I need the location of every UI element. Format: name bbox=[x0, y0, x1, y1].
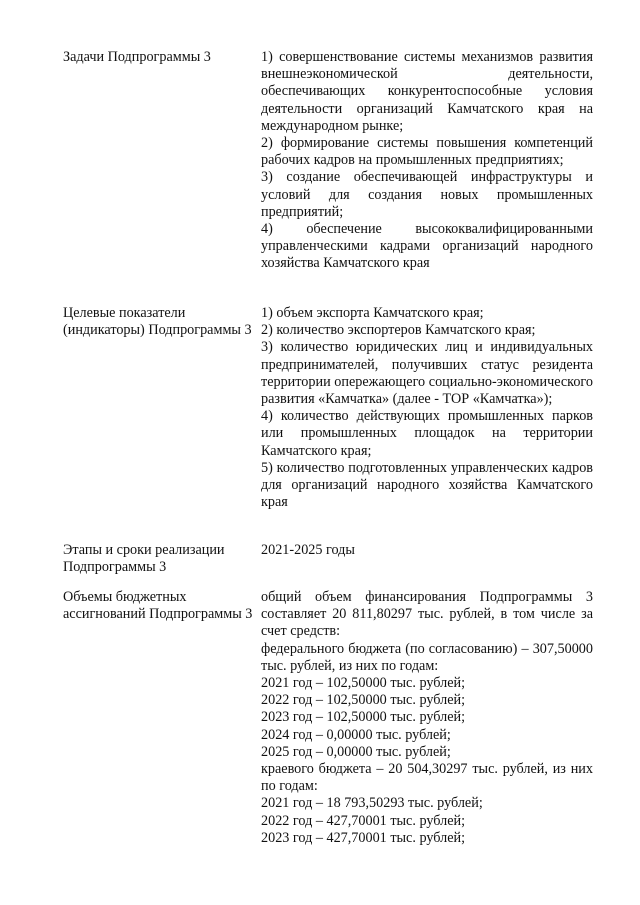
paragraph: федерального бюджета (по согласованию) – 307,50000 тыс. рублей, из них по годам: bbox=[261, 640, 593, 674]
row-content bbox=[261, 542, 593, 559]
paragraph: 3) количество юридических лиц и индивидуальных предпринимателей, получивших статус резидента территории опережающего социально-экономического развития «Камчатка» (далее - ТОР «Камчатка»); bbox=[261, 339, 593, 408]
paragraph: 2) количество экспортеров Камчатского края; bbox=[261, 322, 536, 339]
paragraph: 3) создание обеспечивающей инфраструктуры и условий для создания новых промышленных предприятий; bbox=[261, 169, 593, 220]
paragraph: 4) обеспечение высококвалифицированными управленческими кадрами организаций народного хозяйства Камчатского края bbox=[261, 221, 593, 272]
paragraph: 2023 год – 427,70001 тыс. рублей; bbox=[261, 829, 466, 846]
paragraph: 2022 год – 427,70001 тыс. рублей; bbox=[261, 812, 466, 829]
paragraph: 2024 год – 0,00000 тыс. рублей; bbox=[261, 726, 451, 743]
row-content bbox=[261, 305, 593, 511]
paragraph: 2) формирование системы повышения компетенций рабочих кадров на промышленных предприятиях; bbox=[261, 135, 593, 169]
row-content bbox=[261, 49, 593, 273]
paragraph: 5) количество подготовленных управленческих кадров для организаций народного хозяйства Камчатского края bbox=[261, 459, 593, 511]
paragraph: 2021-2025 годы bbox=[261, 542, 355, 558]
paragraph: 4) количество действующих промышленных парков или промышленных площадок на территории Камчатского края; bbox=[261, 408, 593, 459]
paragraph: 1) совершенствование системы механизмов развития внешнеэкономической деятельности, обеспечивающих конкурентоспособные условия деятельности организаций Камчатского края на международном рынке; bbox=[261, 49, 593, 134]
row-content bbox=[261, 589, 593, 847]
paragraph: 1) объем экспорта Камчатского края; bbox=[261, 305, 484, 321]
row-label: Задачи Подпрограммы 3 bbox=[63, 49, 211, 65]
paragraph: 2022 год – 102,50000 тыс. рублей; bbox=[261, 692, 466, 709]
row-label: Объемы бюджетных ассигнований Подпрограммы 3 bbox=[63, 589, 253, 623]
row-label: Целевые показатели (индикаторы) Подпрограммы 3 bbox=[63, 305, 252, 339]
paragraph: 2021 год – 18 793,50293 тыс. рублей; bbox=[261, 795, 483, 812]
paragraph: 2025 год – 0,00000 тыс. рублей; bbox=[261, 743, 451, 760]
paragraph: 2023 год – 102,50000 тыс. рублей; bbox=[261, 709, 466, 726]
paragraph: краевого бюджета – 20 504,30297 тыс. рублей, из них по годам: bbox=[261, 761, 593, 795]
paragraph: общий объем финансирования Подпрограммы 3 составляет 20 811,80297 тыс. рублей, в том числе за счет средств: bbox=[261, 589, 593, 640]
row-label: Этапы и сроки реализации Подпрограммы 3 bbox=[63, 542, 225, 576]
paragraph: 2021 год – 102,50000 тыс. рублей; bbox=[261, 675, 466, 692]
